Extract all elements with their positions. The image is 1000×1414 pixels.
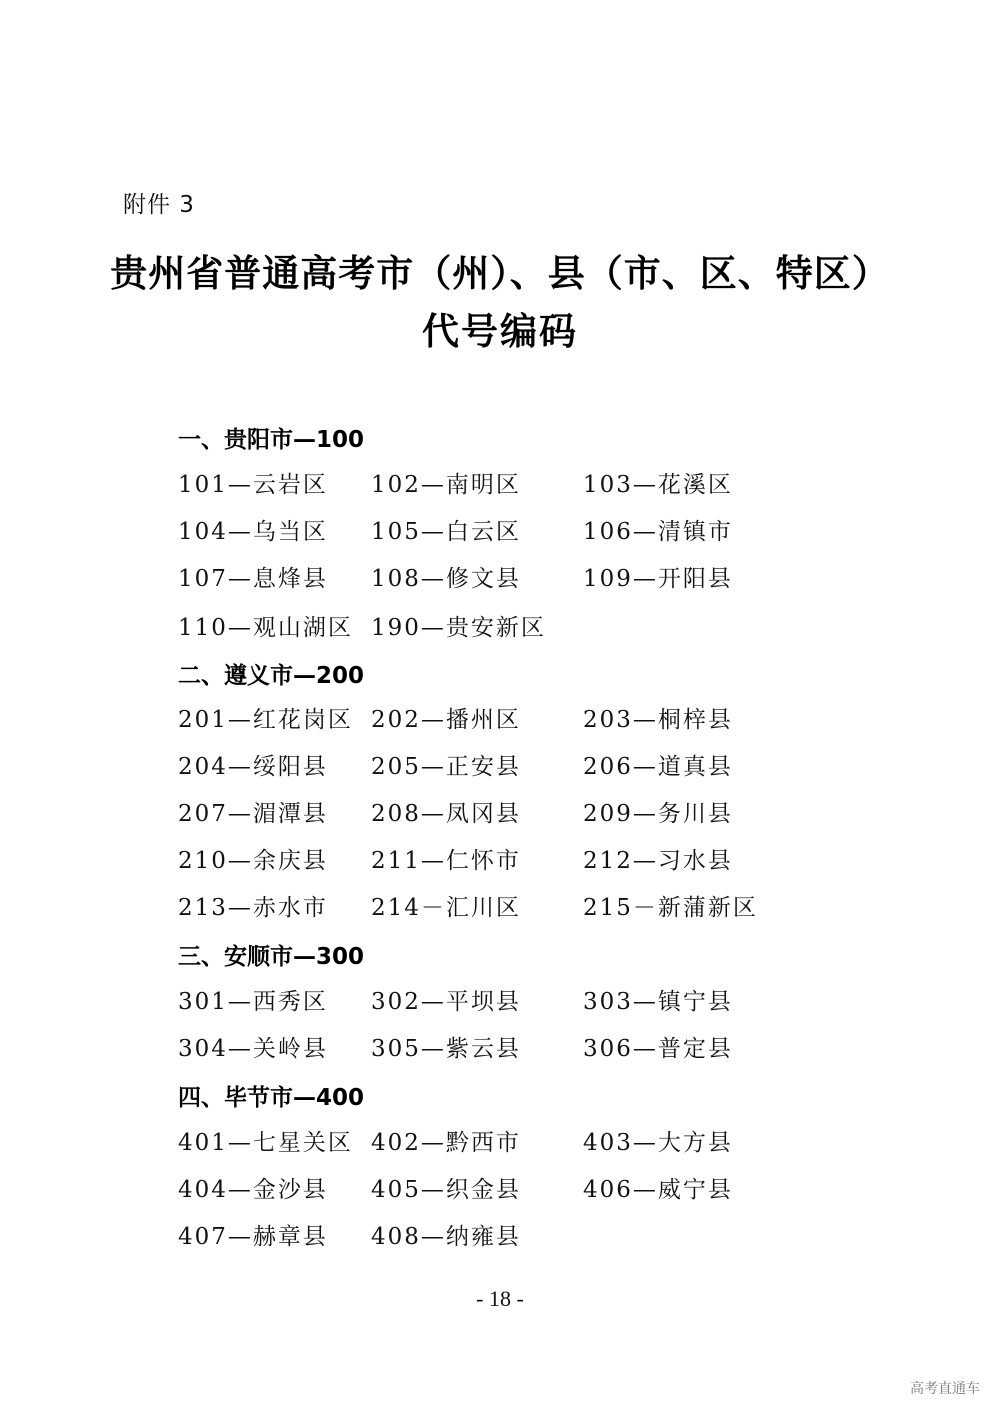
code-entry: 214－汇川区 [371,895,521,921]
code-entry: 207—湄潭县 [178,801,328,827]
code-entry: 109—开阳县 [583,566,733,592]
code-entry: 403—大方县 [583,1130,733,1156]
code-entry: 204—绥阳县 [178,754,328,780]
code-entry: 101—云岩区 [178,472,328,498]
code-entry: 407—赫章县 [178,1224,328,1250]
code-entry: 404—金沙县 [178,1177,328,1203]
code-entry: 305—紫云县 [371,1036,521,1062]
code-entry: 208—凤冈县 [371,801,521,827]
code-entry: 408—纳雍县 [371,1224,521,1250]
watermark: 高考直通车 [910,1381,980,1397]
section-heading-zunyi: 二、遵义市—200 [178,663,365,689]
code-entry: 203—桐梓县 [583,707,733,733]
code-entry: 302—平坝县 [371,989,521,1015]
code-entry: 110—观山湖区 [178,615,353,641]
code-entry: 102—南明区 [371,472,521,498]
code-entry: 103—花溪区 [583,472,733,498]
document-title-line-2: 代号编码 [422,310,578,353]
attachment-label: 附件 3 [123,192,195,218]
code-entry: 201—红花岗区 [178,707,353,733]
code-entry: 213—赤水市 [178,895,328,921]
code-entry: 401—七星关区 [178,1130,353,1156]
code-entry: 406—威宁县 [583,1177,733,1203]
code-entry: 107—息烽县 [178,566,328,592]
code-entry: 105—白云区 [371,519,521,545]
code-entry: 402—黔西市 [371,1130,521,1156]
code-entry: 210—余庆县 [178,848,328,874]
code-entry: 304—关岭县 [178,1036,328,1062]
code-entry: 206—道真县 [583,754,733,780]
code-entry: 215－新蒲新区 [583,895,758,921]
code-entry: 104—乌当区 [178,519,328,545]
code-entry: 108—修文县 [371,566,521,592]
code-entry: 306—普定县 [583,1036,733,1062]
code-entry: 405—织金县 [371,1177,521,1203]
code-entry: 209—务川县 [583,801,733,827]
code-entry: 205—正安县 [371,754,521,780]
code-entry: 190—贵安新区 [371,615,546,641]
page-number: - 18 - [476,1286,524,1311]
section-heading-anshun: 三、安顺市—300 [178,944,365,970]
code-entry: 202—播州区 [371,707,521,733]
code-entry: 212—习水县 [583,848,733,874]
code-entry: 301—西秀区 [178,989,328,1015]
code-entry: 106—清镇市 [583,519,733,545]
code-entry: 303—镇宁县 [583,989,733,1015]
code-entry: 211—仁怀市 [371,848,521,874]
section-heading-guiyang: 一、贵阳市—100 [178,427,365,453]
document-title-line-1: 贵州省普通高考市（州）、县（市、区、特区） [110,252,890,295]
section-heading-bijie: 四、毕节市—400 [178,1085,365,1111]
